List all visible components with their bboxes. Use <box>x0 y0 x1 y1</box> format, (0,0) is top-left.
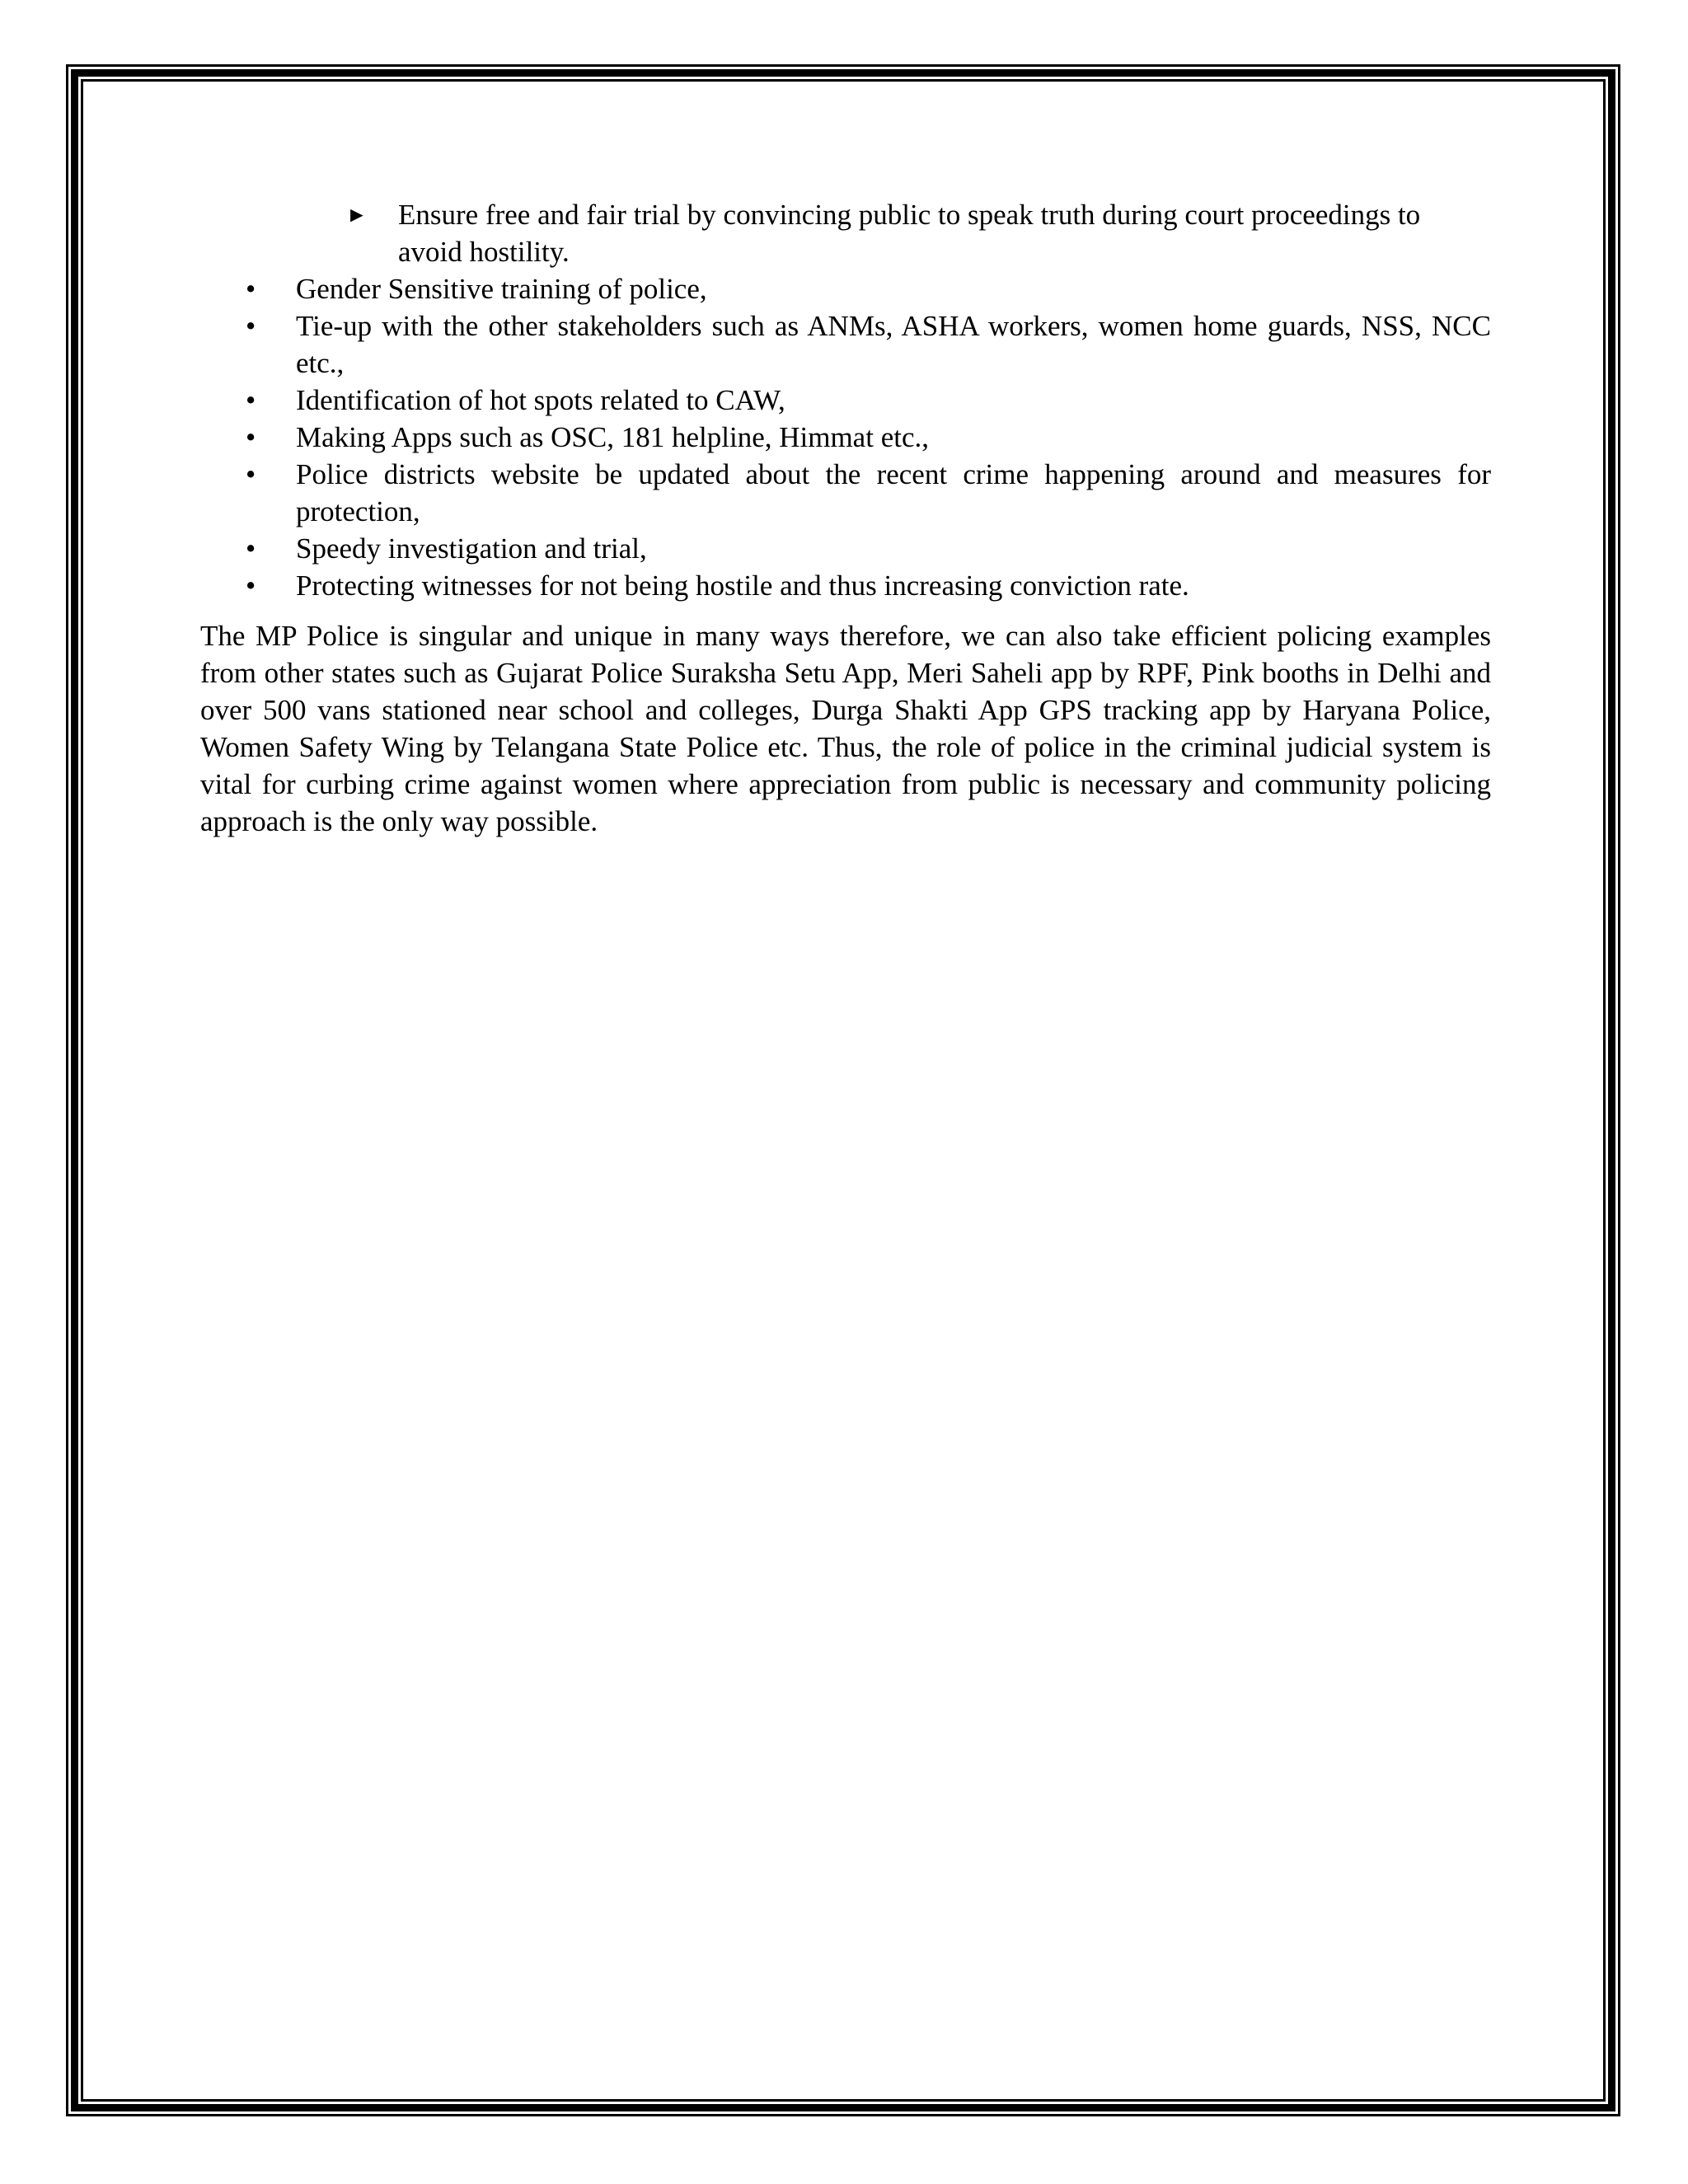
bullet-icon: • <box>246 458 256 490</box>
list-item-text: Gender Sensitive training of police, <box>296 273 707 305</box>
list-item-text: Tie-up with the other stakeholders such as ANMs, ASHA workers, women home guards, NSS, NCC etc., <box>296 310 1491 379</box>
list-item-text: Making Apps such as OSC, 181 helpline, Himmat etc., <box>296 421 929 453</box>
bullet-icon: • <box>246 273 256 305</box>
bullet-list <box>200 270 1491 604</box>
list-item-text: Speedy investigation and trial, <box>296 532 647 565</box>
list-item-text: Police districts website be updated about the recent crime happening around and measures for protection, <box>296 458 1491 527</box>
list-item <box>200 307 1491 382</box>
list-item <box>200 419 1491 456</box>
bullet-icon: • <box>246 384 256 416</box>
list-item <box>200 567 1491 604</box>
bullet-icon: • <box>246 421 256 453</box>
list-item-text: Identification of hot spots related to CAW, <box>296 384 785 416</box>
bullet-icon: • <box>246 569 256 602</box>
list-item <box>200 456 1491 530</box>
bullet-icon: • <box>246 310 256 342</box>
bullet-icon: • <box>246 532 256 565</box>
sub-bullet-item <box>200 196 1491 270</box>
body-paragraph: The MP Police is singular and unique in many ways therefore, we can also take efficient policing examples from other states such as Gujarat Police Suraksha Setu App, Meri Saheli app by RPF, Pink booths in Delhi and over 500 vans stationed near school and colleges, Durga Shakti App GPS tracking app by Haryana Police, Women Safety Wing by Telangana State Police etc. Thus, the role of police in the criminal judicial system is vital for curbing crime against women where appreciation from public is necessary and community policing approach is the only way possible. <box>200 620 1491 837</box>
triangle-bullet-icon: ► <box>346 203 368 227</box>
list-item-text: Protecting witnesses for not being hostile and thus increasing conviction rate. <box>296 569 1189 602</box>
list-item <box>200 530 1491 567</box>
document-body <box>200 196 1491 869</box>
sub-bullet-text: Ensure free and fair trial by convincing public to speak truth during court proceedings to avoid hostility. <box>398 199 1421 268</box>
list-item <box>200 270 1491 307</box>
list-item <box>200 382 1491 419</box>
